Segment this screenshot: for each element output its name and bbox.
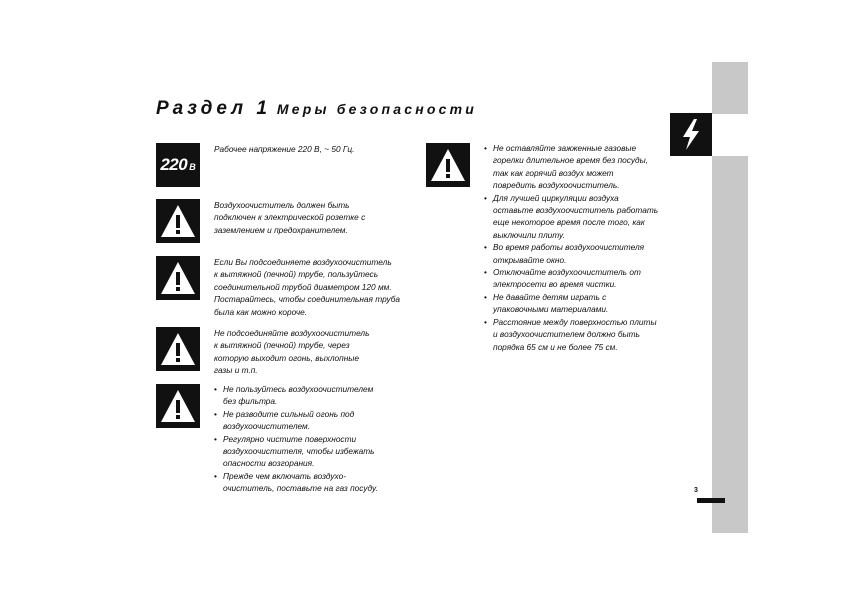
list-item (214, 470, 378, 495)
section-heading (156, 98, 477, 120)
flue-warning-text (214, 327, 369, 377)
page-number-bar (697, 498, 725, 503)
lightning-bolt-icon (670, 113, 712, 156)
list-item (214, 408, 378, 433)
text-line: газы и т.п. (214, 365, 258, 376)
list-item (214, 433, 378, 470)
text-line: повредить воздухоочиститель. (493, 180, 620, 191)
text-line: • Не разводите сильный огонь под (223, 408, 355, 419)
list-item (484, 241, 658, 266)
text-line: оставьте воздухоочиститель работать (493, 205, 659, 216)
list-item (484, 192, 658, 242)
text-line: Постарайтесь, чтобы соединительная труба (214, 294, 401, 305)
text-line: еще некоторое время после того, как (493, 217, 645, 228)
flue-connection-text (214, 256, 400, 318)
text-line: очиститель, поставьте на газ посуду. (223, 483, 378, 494)
text-line: воздухоочистителя, чтобы избежать (223, 446, 375, 457)
voltage-text (214, 143, 354, 155)
warning-icon (156, 256, 200, 300)
warning-icon (426, 143, 470, 187)
text-line: горелки длительное время без посуды, (493, 155, 648, 166)
warning-icon (156, 384, 200, 428)
margin-tab-lower (712, 156, 748, 533)
text-line: без фильтра. (223, 396, 278, 407)
text-line: упаковочными материалами. (493, 304, 609, 315)
text-line: была как можно короче. (214, 306, 308, 317)
section-title: Меры безопасности (276, 101, 478, 117)
text-line: выключили плиту. (493, 229, 565, 240)
grounding-text (214, 199, 365, 236)
text-line: так как горячий воздух может (493, 167, 614, 178)
text-line: и воздухоочистителем должно быть (493, 329, 640, 340)
list-item (484, 266, 658, 291)
text-line: • Для лучшей циркуляции воздуха (493, 192, 619, 203)
text-line: • Не оставляйте зажженные газовые (493, 143, 637, 153)
page-number: 3 (694, 487, 698, 494)
list-item (214, 383, 378, 408)
text-line: Рабочее напряжение 220 В, ~ 50 Гц. (214, 144, 355, 154)
text-line: • Расстояние между поверхностью плиты (493, 316, 657, 327)
text-line: • Не давайте детям играть с (493, 291, 607, 302)
left-bullet-list (214, 383, 378, 495)
text-line: • Отключайте воздухоочиститель от (493, 267, 641, 278)
text-line: подключен к электрической розетке с (214, 212, 366, 223)
right-bullet-list (484, 142, 658, 353)
warning-icon (156, 199, 200, 243)
text-line: Если Вы подсоединяете воздухоочиститель (214, 257, 392, 267)
voltage-badge-icon (156, 143, 200, 187)
text-line: заземлением и предохранителем. (214, 224, 348, 235)
text-line: • Не пользуйтесь воздухоочистителем (223, 384, 374, 394)
voltage-unit: В (189, 162, 196, 172)
list-item (484, 291, 658, 316)
list-item (484, 142, 658, 192)
text-line: Не подсоединяйте воздухоочиститель (214, 328, 370, 338)
text-line: порядка 65 см и не более 75 см. (493, 341, 618, 352)
text-line: • Регулярно чистите поверхности (223, 433, 357, 444)
text-line: которую выходит огонь, выхлопные (214, 352, 360, 363)
text-line: • Прежде чем включать воздухо- (223, 470, 346, 481)
voltage-number: 220 (160, 155, 188, 174)
section-label: Раздел 1 (156, 98, 271, 119)
text-line: электросети во время чистки. (493, 279, 617, 290)
text-line: воздухоочистителем. (223, 421, 311, 432)
margin-tab-upper (712, 62, 748, 114)
warning-icon (156, 327, 200, 371)
text-line: опасности возгорания. (223, 458, 315, 469)
text-line: к вытяжной (печной) трубе, через (214, 340, 350, 351)
list-item (484, 316, 658, 353)
text-line: Воздухоочиститель должен быть (214, 200, 350, 210)
text-line: открывайте окно. (493, 254, 567, 265)
text-line: соединительной трубой диаметром 120 мм. (214, 281, 392, 292)
text-line: к вытяжной (печной) трубе, пользуйтесь (214, 269, 379, 280)
text-line: • Во время работы воздухоочистителя (493, 242, 645, 253)
